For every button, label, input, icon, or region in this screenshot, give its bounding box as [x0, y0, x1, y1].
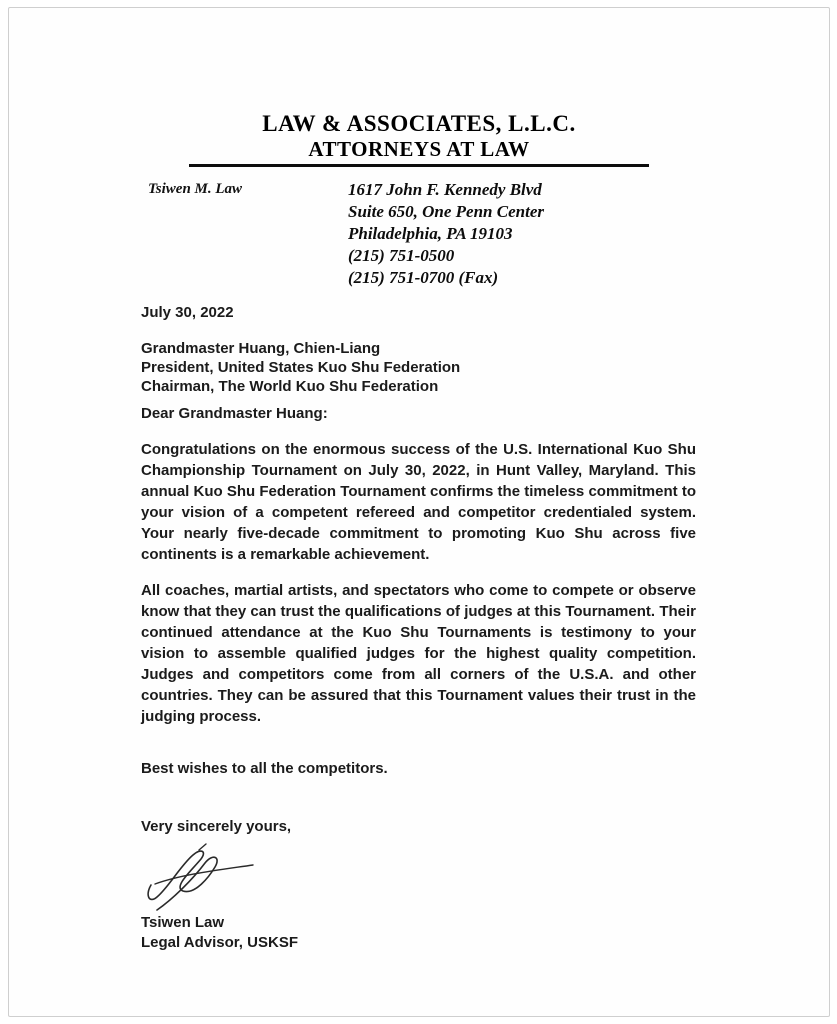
signer-name: Tsiwen Law: [141, 914, 225, 931]
firm-name: LAW & ASSOCIATES, L.L.C.: [262, 111, 576, 136]
letterhead-info: [9, 179, 829, 289]
address-line-fax: (215) 751-0700 (Fax): [348, 268, 499, 287]
recipient-block: [141, 339, 696, 396]
closing-wish: Best wishes to all the competitors.: [141, 760, 388, 777]
address-line: Suite 650, One Penn Center: [348, 202, 544, 221]
letter-page: [8, 7, 830, 1017]
letter-body: [141, 303, 696, 953]
handwritten-signature: [143, 843, 261, 913]
address-line: Philadelphia, PA 19103: [348, 224, 513, 243]
recipient-line: Grandmaster Huang, Chien-Liang: [141, 340, 381, 357]
paragraph-1: Congratulations on the enormous success of the U.S. International Kuo Shu Championship Tournament on July 30, 2022, in Hunt Valley, Maryland. This annual Kuo Shu Federation Tournament confirms the timeless commitment to your vision of a competent refereed and competitor credentialed system. Your nearly five-decade commitment to promoting Kuo Shu across five continents is a remarkable achievement.: [141, 441, 696, 563]
address-line-phone: (215) 751-0500: [348, 246, 455, 265]
recipient-line: Chairman, The World Kuo Shu Federation: [141, 378, 439, 395]
firm-subtitle: ATTORNEYS AT LAW: [308, 137, 530, 161]
attorney-name: Tsiwen M. Law: [148, 181, 243, 197]
paragraph-2: All coaches, martial artists, and spectators who come to compete or observe know that they can trust the qualifications of judges at this Tournament. Their continued attendance at the Kuo Shu Tournaments is testimony to your vision to assemble qualified judges for the highest quality competition. Judges and competitors come from all corners of the U.S.A. and other countries. They can be assured that this Tournament values their trust in the judging process.: [141, 582, 696, 725]
valediction: Very sincerely yours,: [141, 818, 292, 835]
signer-block: [141, 913, 696, 953]
recipient-line: President, United States Kuo Shu Federation: [141, 359, 461, 376]
date-line: July 30, 2022: [141, 304, 234, 321]
signer-title: Legal Advisor, USKSF: [141, 934, 298, 951]
letterhead: [189, 110, 649, 167]
address-line: 1617 John F. Kennedy Blvd: [348, 180, 542, 199]
address-block: [348, 179, 544, 289]
signature-scribble-icon: [143, 843, 261, 913]
salutation: Dear Grandmaster Huang:: [141, 405, 328, 422]
